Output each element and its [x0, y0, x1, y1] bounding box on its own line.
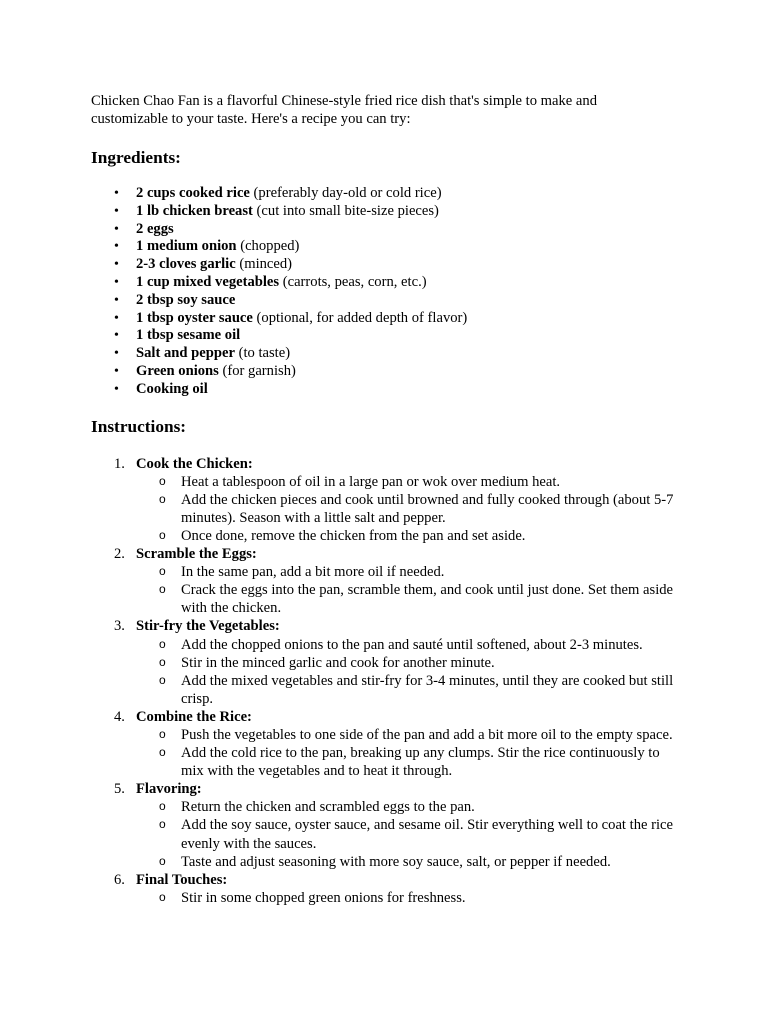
substep-text: Return the chicken and scrambled eggs to the pan. [181, 799, 475, 816]
ingredient-item [136, 203, 708, 221]
ingredients-heading: Ingredients: [91, 148, 181, 167]
ingredient-item [136, 363, 708, 381]
step-substeps [136, 726, 708, 780]
instructions-list [91, 455, 708, 907]
ingredient-item [136, 274, 708, 292]
step-number: 5. [114, 781, 125, 798]
substep-text: Taste and adjust seasoning with more soy sauce, salt, or pepper if needed. [181, 853, 611, 870]
substep-marker: o [159, 745, 166, 760]
substep-item [159, 654, 681, 672]
ingredient-name: 1 cup mixed vegetables [136, 273, 280, 290]
ingredient-item [136, 256, 708, 274]
ingredient-name: 1 tbsp oyster sauce [136, 309, 253, 326]
substep-marker: o [159, 726, 166, 741]
substep-marker: o [159, 636, 166, 651]
step-substeps [136, 473, 708, 545]
ingredient-item [136, 345, 708, 363]
substep-marker: o [159, 654, 166, 669]
ingredient-item [136, 238, 708, 256]
step-title: Combine the Rice: [136, 708, 252, 725]
step-number: 1. [114, 455, 125, 472]
ingredient-name: Green onions [136, 362, 219, 379]
ingredient-note: (chopped) [236, 238, 300, 255]
ingredient-name: 2 tbsp soy sauce [136, 291, 236, 308]
substep-text: Add the mixed vegetables and stir-fry for 3-4 minutes, until they are cooked but still crisp. [181, 672, 674, 707]
ingredient-item [136, 381, 708, 399]
step-substeps [136, 889, 708, 907]
substep-marker: o [159, 817, 166, 832]
ingredient-note: (optional, for added depth of flavor) [252, 309, 468, 326]
step-title: Flavoring: [136, 781, 202, 798]
substep-text: Stir in the minced garlic and cook for another minute. [181, 654, 495, 671]
substep-item [159, 672, 681, 708]
ingredient-name: Cooking oil [136, 380, 208, 397]
substep-text: Once done, remove the chicken from the pan and set aside. [181, 527, 526, 544]
ingredient-name: 2-3 cloves garlic [136, 256, 236, 273]
substep-text: Stir in some chopped green onions for freshness. [181, 889, 466, 906]
instruction-step [114, 455, 708, 545]
substep-item [159, 889, 681, 907]
ingredient-name: 2 cups cooked rice [136, 185, 250, 201]
ingredient-item [136, 185, 708, 203]
substep-marker: o [159, 889, 166, 904]
step-title: Stir-fry the Vegetables: [136, 618, 280, 635]
instructions-heading: Instructions: [91, 416, 187, 436]
substep-marker: o [159, 582, 166, 597]
substep-item [159, 853, 681, 871]
ingredient-note: (cut into small bite-size pieces) [252, 202, 439, 219]
intro-paragraph: Chicken Chao Fan is a flavorful Chinese-style fried rice dish that's simple to make and customizable to your taste. Here's a recipe you can try: [91, 93, 597, 127]
instruction-step [114, 617, 708, 707]
ingredient-note: (carrots, peas, corn, etc.) [279, 273, 427, 290]
ingredient-item [136, 292, 708, 310]
substep-text: Add the chicken pieces and cook until browned and fully cooked through (about 5-7 minutes). Season with a little salt and pepper. [181, 491, 674, 526]
substep-text: Crack the eggs into the pan, scramble them, and cook until just done. Set them aside with the chicken. [181, 582, 674, 617]
substep-marker: o [159, 564, 166, 579]
substep-text: Push the vegetables to one side of the pan and add a bit more oil to the empty space. [181, 726, 673, 743]
ingredient-note: (for garnish) [218, 362, 296, 379]
substep-marker: o [159, 491, 166, 506]
ingredient-note: (to taste) [234, 345, 291, 362]
step-number: 3. [114, 618, 125, 635]
substep-item [159, 491, 681, 527]
substep-item [159, 636, 681, 654]
step-title: Scramble the Eggs: [136, 546, 257, 563]
ingredient-name: 1 tbsp sesame oil [136, 327, 241, 344]
substep-text: Heat a tablespoon of oil in a large pan or wok over medium heat. [181, 473, 561, 490]
ingredient-name: 1 medium onion [136, 238, 237, 255]
ingredient-name: 2 eggs [136, 220, 174, 237]
ingredient-note: (minced) [235, 256, 293, 273]
substep-item [159, 473, 681, 491]
substep-marker: o [159, 473, 166, 488]
ingredient-note: (preferably day-old or cold rice) [249, 185, 442, 201]
step-number: 2. [114, 546, 125, 563]
substep-item [159, 726, 681, 744]
substep-text: In the same pan, add a bit more oil if needed. [181, 564, 445, 581]
substep-item [159, 816, 681, 852]
ingredient-name: Salt and pepper [136, 345, 235, 362]
step-substeps [136, 563, 708, 617]
substep-item [159, 744, 681, 780]
ingredient-item [136, 310, 708, 328]
substep-text: Add the chopped onions to the pan and sauté until softened, about 2-3 minutes. [181, 636, 643, 653]
substep-text: Add the soy sauce, oyster sauce, and sesame oil. Stir everything well to coat the rice evenly with the sauces. [181, 817, 673, 852]
substep-item [159, 798, 681, 816]
instruction-step [114, 780, 708, 870]
ingredients-list [91, 185, 708, 399]
substep-marker: o [159, 527, 166, 542]
substep-marker: o [159, 672, 166, 687]
substep-text: Add the cold rice to the pan, breaking up any clumps. Stir the rice continuously to mix with the vegetables and to heat it through. [181, 745, 660, 780]
step-substeps [136, 636, 708, 708]
step-substeps [136, 798, 708, 870]
instruction-step [114, 871, 708, 907]
instruction-step [114, 708, 708, 780]
substep-marker: o [159, 853, 166, 868]
ingredient-name: 1 lb chicken breast [136, 202, 253, 219]
instruction-step [114, 545, 708, 617]
substep-item [159, 563, 681, 581]
substep-item [159, 581, 681, 617]
step-title: Cook the Chicken: [136, 455, 253, 472]
ingredient-item [136, 327, 708, 345]
substep-item [159, 527, 681, 545]
ingredient-item [136, 221, 708, 239]
step-title: Final Touches: [136, 871, 228, 888]
step-number: 6. [114, 871, 125, 888]
substep-marker: o [159, 799, 166, 814]
step-number: 4. [114, 708, 125, 725]
